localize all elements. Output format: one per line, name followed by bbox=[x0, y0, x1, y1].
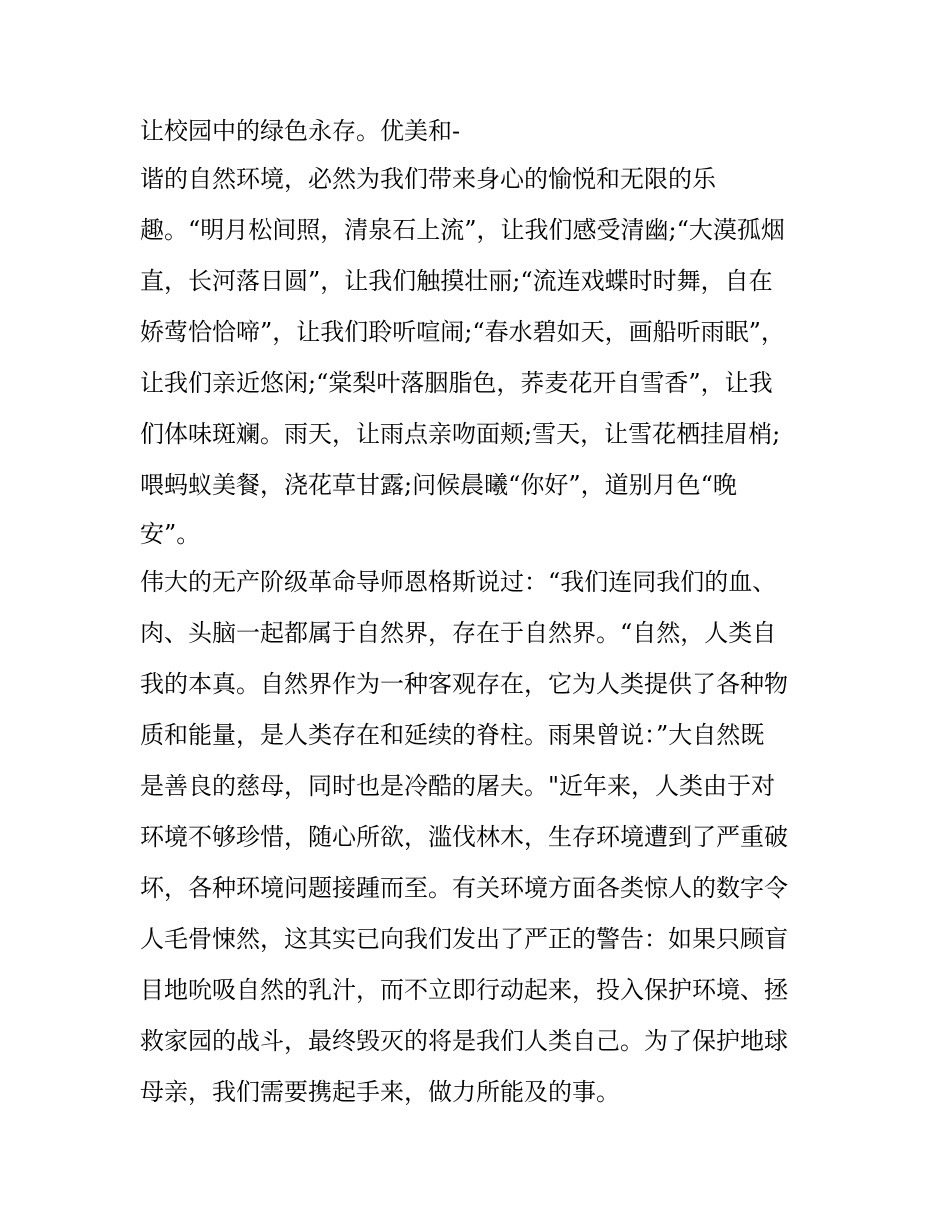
text-line-5: 娇莺恰恰啼”，让我们聆听喧闹;“春水碧如天，画船听雨眠”， bbox=[140, 318, 785, 346]
text-line-9: 安”。 bbox=[140, 520, 201, 548]
text-line-12: 我的本真。自然界作为一种客观存在，它为人类提供了各种物 bbox=[140, 670, 788, 698]
text-line-16: 坏，各种环境问题接踵而至。有关环境方面各类惊人的数字令 bbox=[140, 874, 788, 902]
text-line-17: 人毛骨悚然，这其实已向我们发出了严正的警告：如果只顾盲 bbox=[140, 925, 788, 953]
text-line-7: 们体味斑斓。雨天，让雨点亲吻面颊;雪天，让雪花栖挂眉梢; bbox=[140, 420, 781, 448]
text-line-19: 救家园的战斗，最终毁灭的将是我们人类自己。为了保护地球 bbox=[140, 1027, 788, 1055]
text-line-10: 伟大的无产阶级革命导师恩格斯说过：“我们连同我们的血、 bbox=[140, 568, 777, 596]
text-line-20: 母亲，我们需要携起手来，做力所能及的事。 bbox=[140, 1078, 620, 1106]
text-line-1: 让校园中的绿色永存。优美和- bbox=[140, 117, 461, 145]
text-line-15: 环境不够珍惜，随心所欲，滥伐林木，生存环境遭到了严重破 bbox=[140, 823, 788, 851]
document-body bbox=[140, 108, 840, 1118]
text-line-14: 是善良的慈母，同时也是冷酷的屠夫。"近年来，人类由于对 bbox=[140, 772, 776, 800]
text-line-2: 谐的自然环境，必然为我们带来身心的愉悦和无限的乐 bbox=[140, 165, 716, 193]
text-line-18: 目地吮吸自然的乳汁，而不立即行动起来，投入保护环境、拯 bbox=[140, 976, 788, 1004]
text-line-3: 趣。“明月松间照，清泉石上流”，让我们感受清幽;“大漠孤烟 bbox=[140, 216, 785, 244]
text-line-8: 喂蚂蚁美餐，浇花草甘露;问候晨曦“你好”，道别月色“晚 bbox=[140, 471, 737, 499]
text-line-6: 让我们亲近悠闲;“棠梨叶落胭脂色，荞麦花开自雪香”，让我 bbox=[140, 369, 773, 397]
text-line-13: 质和能量，是人类存在和延续的脊柱。雨果曾说：”大自然既 bbox=[140, 721, 765, 749]
text-line-4: 直，长河落日圆”，让我们触摸壮丽;“流连戏蝶时时舞，自在 bbox=[140, 267, 773, 295]
text-line-11: 肉、头脑一起都属于自然界，存在于自然界。“自然，人类自 bbox=[140, 619, 777, 647]
